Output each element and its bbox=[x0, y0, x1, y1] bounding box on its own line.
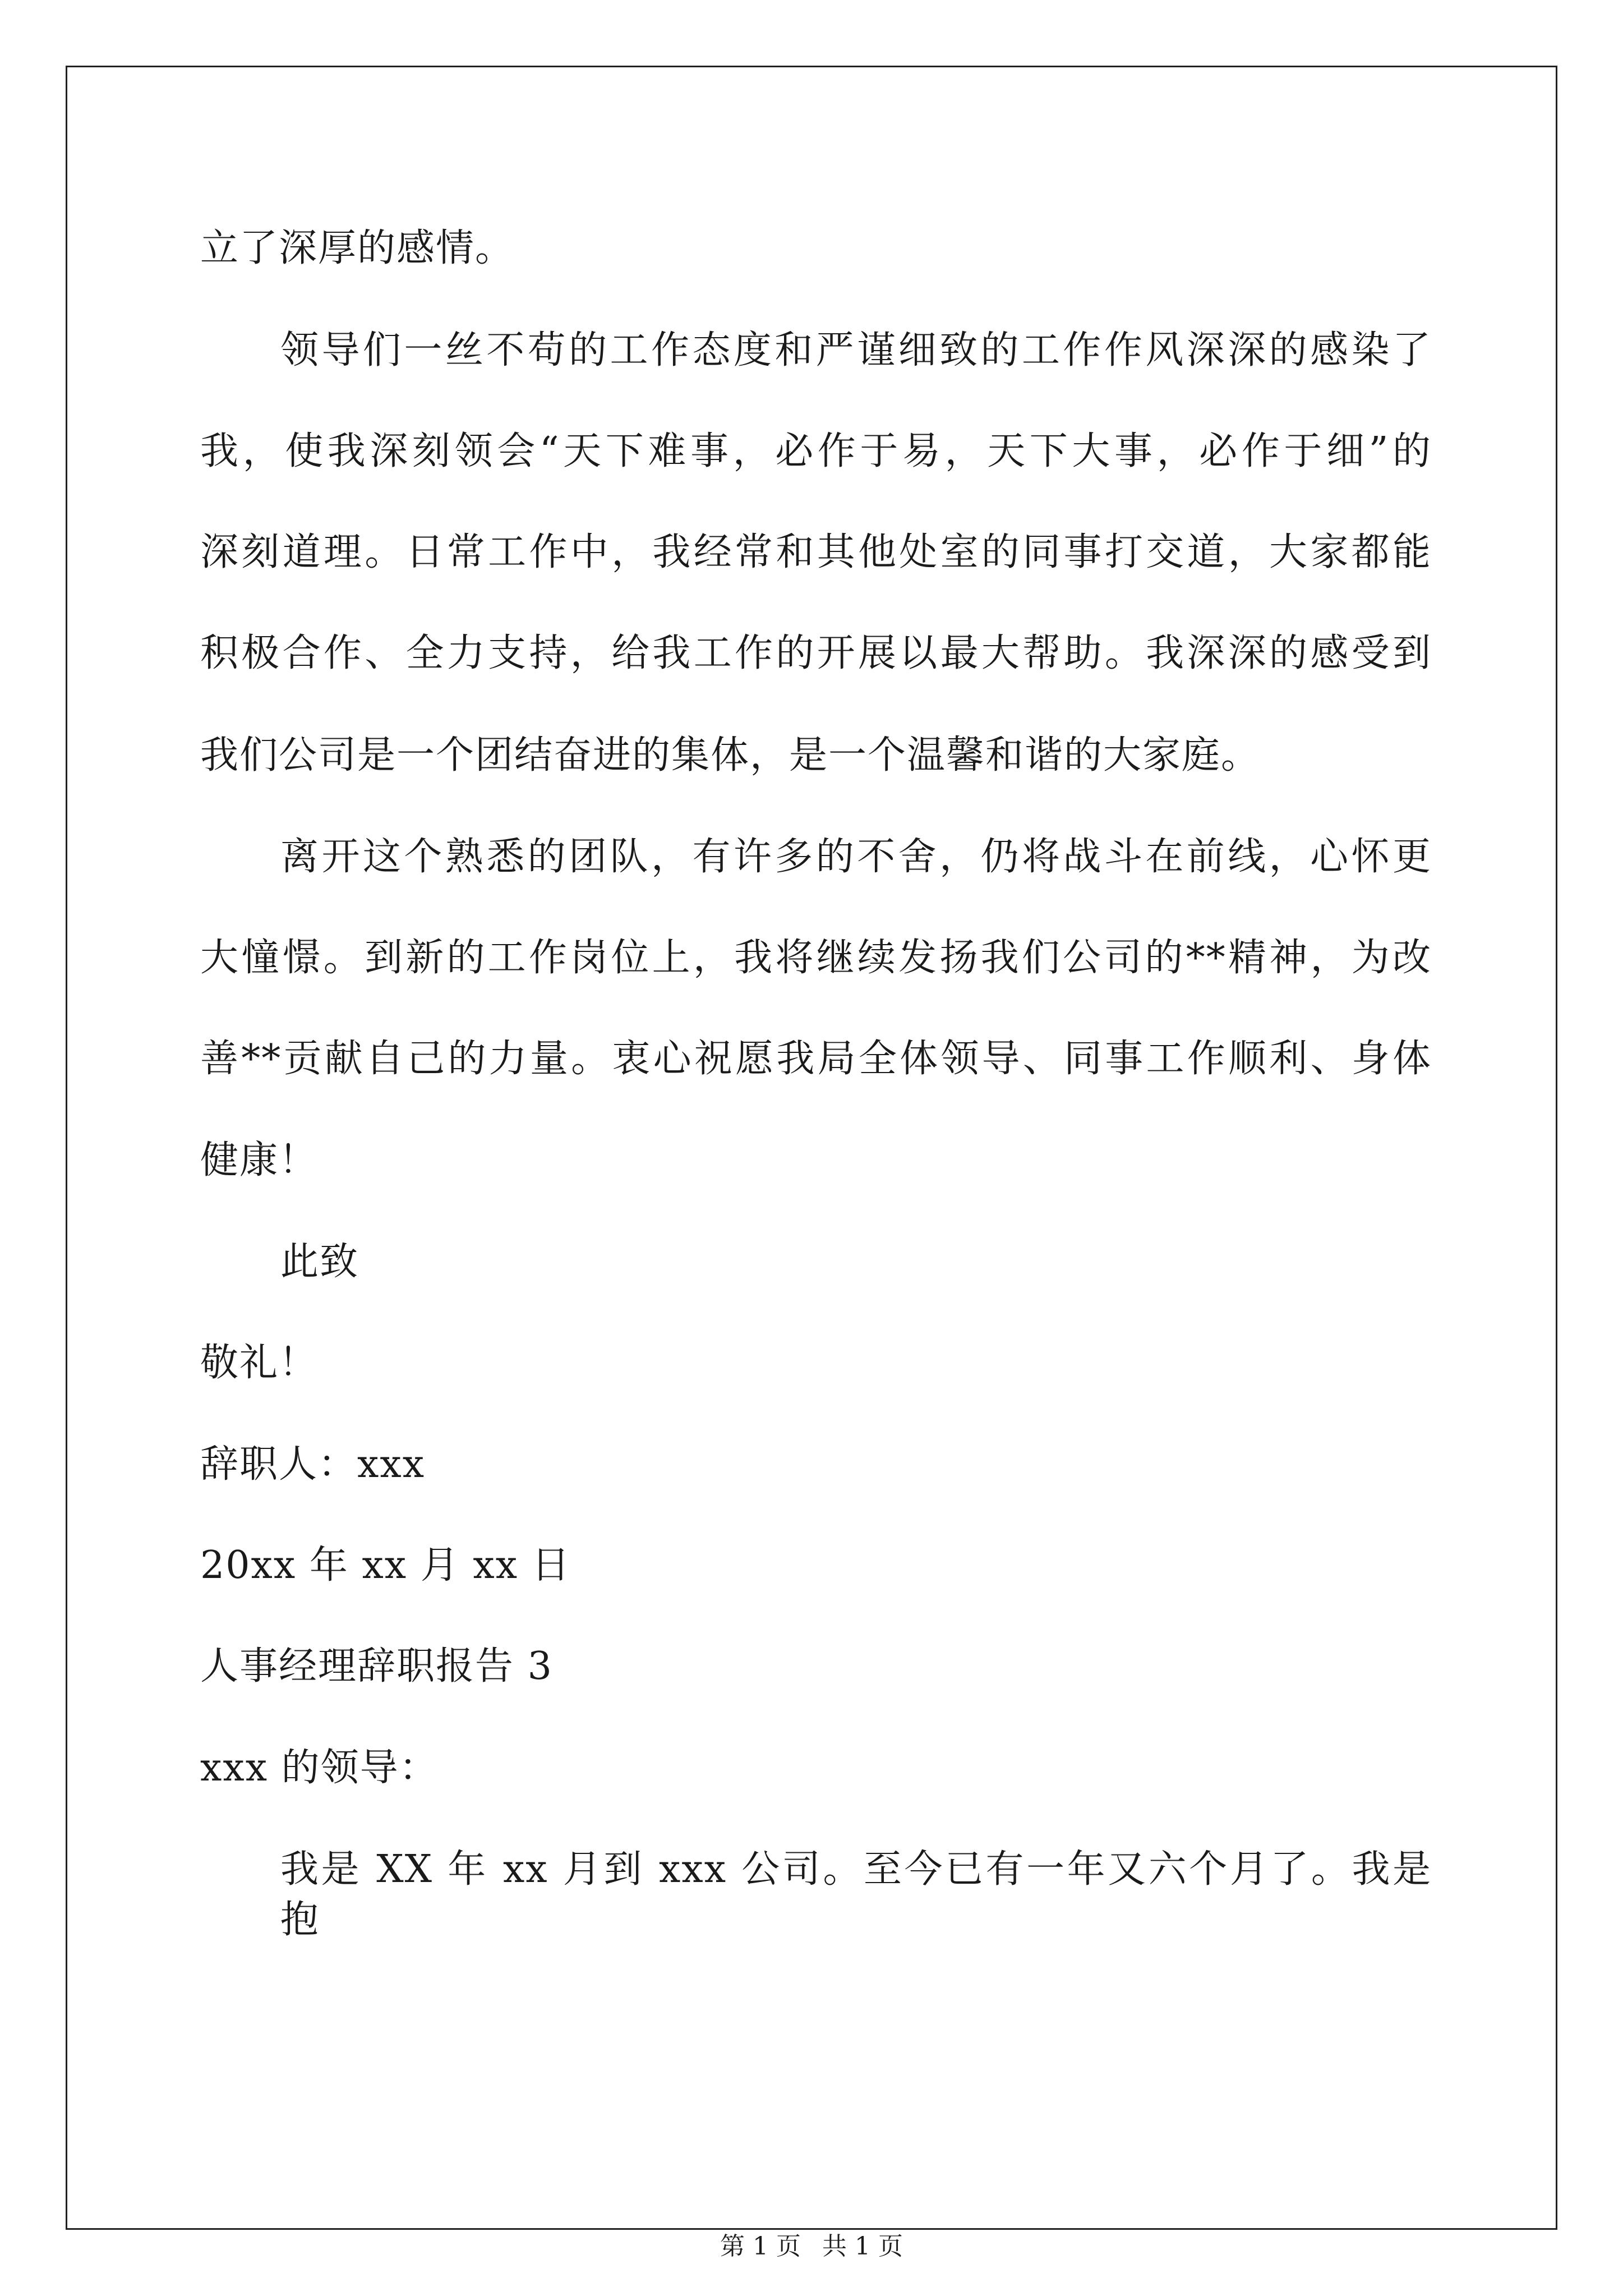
paragraph-line: 离开这个熟悉的团队，有许多的不舍，仍将战斗在前线，心怀更 bbox=[280, 835, 1432, 879]
closing-salutation: 此致 bbox=[280, 1240, 359, 1284]
paragraph-line: 立了深厚的感情。 bbox=[200, 226, 515, 270]
paragraph-line: 善**贡献自己的力量。衷心祝愿我局全体领导、同事工作顺利、身体 bbox=[200, 1037, 1432, 1081]
paragraph-line: 健康！ bbox=[200, 1138, 319, 1182]
page-total: 共 1 页 bbox=[822, 2232, 903, 2261]
paragraph-line: 我，使我深刻领会“天下难事，必作于易，天下大事，必作于细”的 bbox=[200, 429, 1432, 473]
paragraph-line: 深刻道理。日常工作中，我经常和其他处室的同事打交道，大家都能 bbox=[200, 530, 1432, 574]
date-line: 20xx 年 xx 月 xx 日 bbox=[200, 1543, 571, 1588]
paragraph-line: 领导们一丝不苟的工作态度和严谨细致的工作作风深深的感染了 bbox=[280, 328, 1432, 372]
page-current: 第 1 页 bbox=[720, 2232, 801, 2261]
paragraph-line: 我们公司是一个团结奋进的集体，是一个温馨和谐的大家庭。 bbox=[200, 733, 1261, 777]
closing-regards: 敬礼！ bbox=[200, 1341, 319, 1385]
section-title: 人事经理辞职报告 3 bbox=[200, 1644, 553, 1688]
greeting-line: xxx 的领导： bbox=[200, 1746, 439, 1790]
paragraph-line: 大憧憬。到新的工作岗位上，我将继续发扬我们公司的**精神，为改 bbox=[200, 936, 1432, 980]
page-footer bbox=[0, 2230, 1623, 2263]
signature-line: 辞职人：xxx bbox=[200, 1442, 426, 1487]
paragraph-line: 我是 XX 年 xx 月到 xxx 公司。至今已有一年又六个月了。我是抱 bbox=[280, 1847, 1432, 1942]
paragraph-line: 积极合作、全力支持，给我工作的开展以最大帮助。我深深的感受到 bbox=[200, 631, 1432, 675]
